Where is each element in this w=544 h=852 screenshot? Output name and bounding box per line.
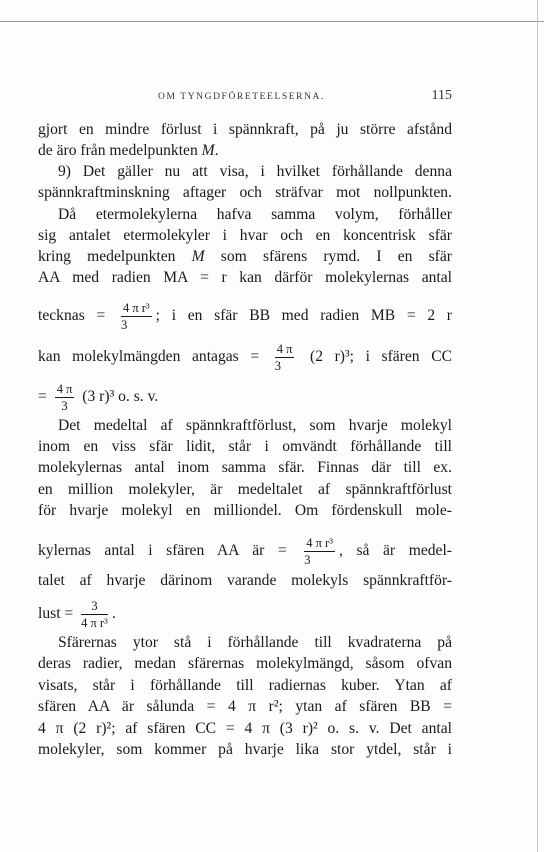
text-line: talet af hvarje därinom varande molekyls spännkraftför-: [38, 572, 452, 589]
symbol-M: M: [191, 248, 205, 265]
text-line: molekyler, som kommer på hvarje lika stor ytdel, står i: [38, 741, 452, 758]
text-span: som sfärens rymd. I en sfär: [204, 248, 452, 265]
text-line: Då etermolekylerna hafva samma volym, förhåller: [58, 206, 452, 223]
running-title: OM TYNGDFÖRETEELSERNA.: [158, 92, 325, 102]
fraction: [275, 343, 295, 372]
fraction: [55, 383, 75, 412]
fraction-numerator: 3: [81, 600, 108, 615]
text-span: (2 r)³; i sfären CC: [298, 348, 452, 366]
formula-line: [38, 301, 452, 332]
formula-line: [38, 342, 452, 373]
fraction-denominator: 3: [304, 552, 311, 567]
formula-line: [38, 536, 452, 567]
fraction-numerator: 4 π: [56, 382, 73, 396]
text-span: ; i en sfär BB med radien MB = 2 r: [155, 307, 452, 325]
text-line: en million molekyler, är medeltalet af spännkraftförlust: [38, 481, 452, 498]
text-span: kring medelpunkten: [38, 248, 192, 265]
fraction-numerator: 4 π r³: [306, 536, 333, 550]
symbol-M: M: [201, 142, 215, 159]
text-span: kan molekylmängden antagas =: [38, 348, 271, 366]
text-span: .: [111, 605, 116, 623]
fraction: [304, 537, 335, 566]
text-line: molekylernas antal inom samma sfär. Finnas där till ex.: [38, 459, 452, 476]
fraction: [121, 302, 152, 331]
text-span: tecknas =: [38, 307, 117, 325]
top-rule: [0, 21, 544, 22]
page-number: 115: [431, 88, 452, 103]
fraction-numerator: 4 π r³: [122, 301, 150, 315]
text-line: för hvarje molekyl en milliondel. Om fördenskull mole-: [38, 502, 452, 519]
fraction-numerator: 4 π: [276, 342, 293, 356]
text-span: kylernas antal i sfären AA är =: [38, 542, 301, 560]
text-line: Sfärernas ytor stå i förhållande till kvadraterna på: [58, 634, 452, 651]
text-line: visats, står i förhållande till radiernas kuber. Ytan af: [38, 677, 452, 694]
text-span: .: [214, 142, 219, 159]
page-header: [38, 88, 452, 108]
fraction-denominator: 3: [274, 358, 281, 373]
text-line: spännkraftminskning aftager och sträfvar mot nollpunkten.: [38, 184, 452, 201]
formula-line: [38, 382, 452, 413]
fraction-denominator: 3: [61, 398, 68, 413]
text-span: lust =: [38, 605, 78, 623]
page-edge: [537, 0, 538, 852]
text-line: sig antalet etermolekyler i hvar och en koncentrisk sfär: [38, 227, 452, 244]
text-line: sfären AA är sålunda = 4 π r²; ytan af sfären BB =: [38, 698, 452, 715]
text-span: =: [38, 388, 51, 406]
text-line: AA med radien MA = r kan därför molekylernas antal: [38, 269, 452, 286]
text-span: , så är medel-: [338, 542, 452, 560]
fraction: [81, 600, 108, 629]
text-span: de äro från medelpunkten: [38, 142, 202, 159]
text-span: (3 r)³ o. s. v.: [78, 388, 159, 406]
text-line: [38, 141, 452, 161]
text-line: deras radier, medan sfärernas molekylmängd, såsom ofvan: [38, 655, 452, 672]
text-line: 9) Det gäller nu att visa, i hvilket förhållande denna: [58, 163, 452, 180]
fraction-denominator: 4 π r³: [81, 615, 108, 630]
text-line: [38, 247, 452, 267]
text-line: gjort en mindre förlust i spännkraft, på ju större afstånd: [38, 121, 452, 138]
fraction-denominator: 3: [120, 317, 128, 332]
text-line: Det medeltal af spännkraftförlust, som hvarje molekyl: [58, 417, 452, 434]
text-line: 4 π (2 r)²; af sfären CC = 4 π (3 r)² o. s. v. Det antal: [38, 720, 452, 737]
text-line: inom en viss sfär lidit, står i omvändt förhållande till: [38, 438, 452, 455]
formula-line: [38, 599, 452, 630]
